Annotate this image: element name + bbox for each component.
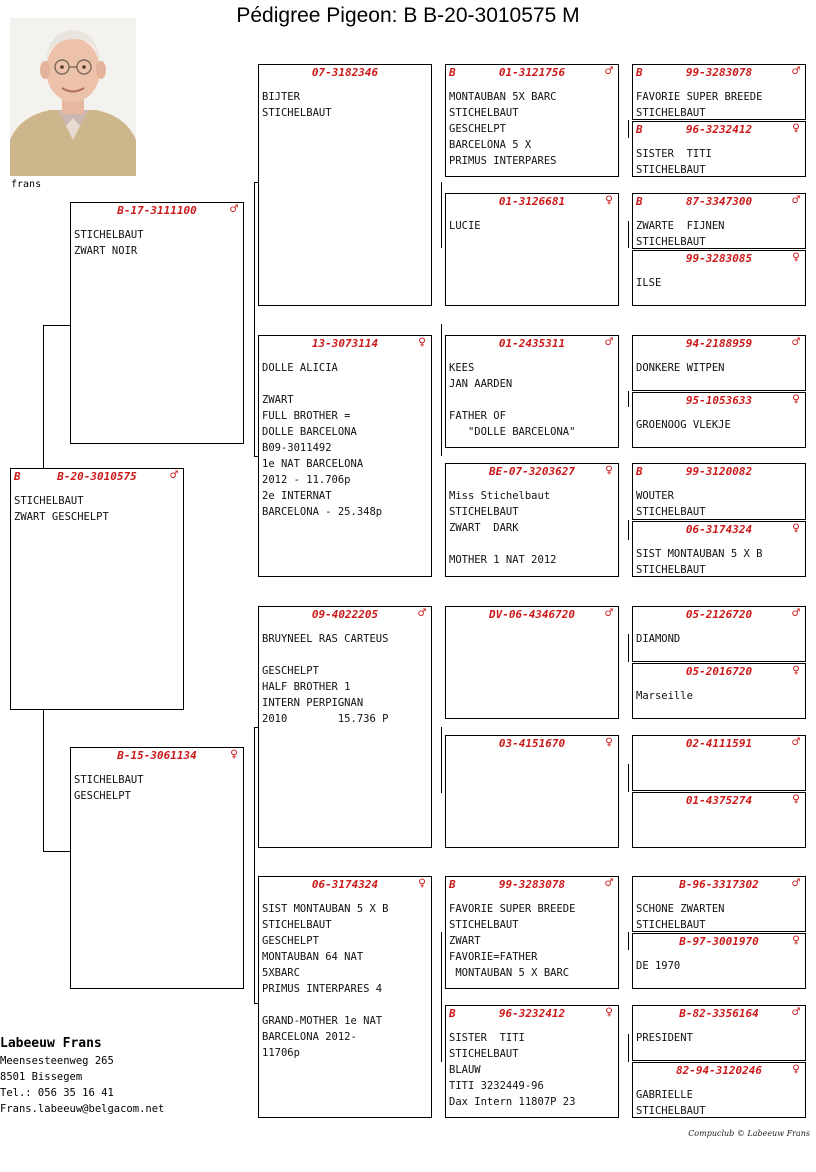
card-header <box>633 794 805 808</box>
sex-icon: ♂ <box>605 606 613 621</box>
sex-icon: ♂ <box>792 193 800 208</box>
ring-number: 99-3283078 <box>685 66 753 79</box>
pigeon-description: STICHELBAUT GESCHELPT <box>74 774 144 802</box>
sex-icon: ♂ <box>605 64 613 79</box>
connector-line <box>43 710 44 851</box>
sex-icon: ♂ <box>792 735 800 750</box>
pigeon-card-ssd[interactable] <box>445 193 619 306</box>
card-header <box>446 1007 618 1021</box>
country-code: B <box>636 123 643 136</box>
sex-icon: ♂ <box>170 468 178 483</box>
ring-number: 96-3232412 <box>498 1007 566 1020</box>
sex-icon: ♀ <box>605 193 613 208</box>
ring-number: BE-07-3203627 <box>488 465 576 478</box>
ring-number: B-20-3010575 <box>57 470 137 483</box>
ring-number: 06-3174324 <box>685 523 753 536</box>
pigeon-card-subject[interactable] <box>10 468 184 710</box>
pigeon-card-gen5[interactable] <box>632 121 806 177</box>
card-header <box>259 337 431 351</box>
sex-icon: ♂ <box>792 1005 800 1020</box>
pigeon-description: FAVORIE SUPER BREEDE STICHELBAUT ZWART FAVORIE=FATHER MONTAUBAN 5 X BARC <box>449 903 576 979</box>
sex-icon: ♀ <box>792 1062 800 1077</box>
ring-number: B-82-3356164 <box>679 1007 759 1020</box>
pigeon-description: LUCIE <box>449 220 481 232</box>
pigeon-description: PRESIDENT <box>636 1032 693 1044</box>
card-header <box>446 608 618 622</box>
ring-number: DV-06-4346720 <box>488 608 576 621</box>
sex-icon: ♂ <box>792 876 800 891</box>
ring-number: B-96-3317302 <box>679 878 759 891</box>
connector-line <box>441 932 442 1062</box>
ring-number: B-17-3111100 <box>117 204 197 217</box>
card-header <box>633 337 805 351</box>
sex-icon: ♀ <box>792 933 800 948</box>
sex-icon: ♂ <box>792 64 800 79</box>
pigeon-description: Miss Stichelbaut STICHELBAUT ZWART DARK MOTHER 1 NAT 2012 <box>449 490 557 566</box>
country-code: B <box>636 465 643 478</box>
pigeon-description: DOLLE ALICIA ZWART FULL BROTHER = DOLLE BARCELONA B09-3011492 1e NAT BARCELONA 2012 - 11.706p 2e INTERNAT BARCELONA - 25.348p <box>262 362 383 518</box>
pigeon-card-gen5[interactable] <box>632 735 806 791</box>
ring-number: 96-3232412 <box>685 123 753 136</box>
ring-number: 87-3347300 <box>685 195 753 208</box>
pigeon-card-gen5[interactable] <box>632 663 806 719</box>
ring-number: 05-2016720 <box>685 665 753 678</box>
pigeon-card-dds[interactable] <box>445 876 619 989</box>
pigeon-description: FAVORIE SUPER BREEDE STICHELBAUT <box>636 91 763 119</box>
card-header <box>259 66 431 80</box>
connector-line <box>628 391 629 407</box>
sex-icon: ♀ <box>230 747 238 762</box>
connector-line <box>628 764 629 792</box>
pigeon-card-gen5[interactable] <box>632 392 806 448</box>
pigeon-description: STICHELBAUT ZWART GESCHELPT <box>14 495 109 523</box>
card-header <box>633 665 805 679</box>
pigeon-card-gen5[interactable] <box>632 521 806 577</box>
connector-line <box>254 727 255 1004</box>
pigeon-description: KEES JAN AARDEN FATHER OF "DOLLE BARCELONA" <box>449 362 576 438</box>
pigeon-description: SISTER TITI STICHELBAUT <box>636 148 712 176</box>
pigeon-card-sire-sire[interactable] <box>258 64 432 306</box>
pigeon-card-gen5[interactable] <box>632 792 806 848</box>
card-header <box>633 465 805 479</box>
sex-icon: ♀ <box>792 392 800 407</box>
pigeon-card-gen5[interactable] <box>632 250 806 306</box>
card-header <box>446 465 618 479</box>
country-code: B <box>449 66 456 79</box>
card-header <box>633 878 805 892</box>
breeder-phone: Tel.: 056 35 16 41 <box>0 1087 114 1099</box>
sex-icon: ♀ <box>418 876 426 891</box>
pigeon-card-dam-sire[interactable] <box>258 606 432 848</box>
pigeon-description: DONKERE WITPEN <box>636 362 725 374</box>
pigeon-card-gen5[interactable] <box>632 463 806 520</box>
pigeon-description: STICHELBAUT ZWART NOIR <box>74 229 144 257</box>
sex-icon: ♀ <box>792 121 800 136</box>
connector-line <box>441 182 442 248</box>
portrait-image <box>10 18 136 176</box>
pigeon-card-gen5[interactable] <box>632 193 806 249</box>
pigeon-card-gen5[interactable] <box>632 1005 806 1061</box>
connector-line <box>628 120 629 138</box>
breeder-city: 8501 Bissegem <box>0 1071 83 1083</box>
sex-icon: ♀ <box>792 792 800 807</box>
card-header <box>259 878 431 892</box>
card-header <box>11 470 183 484</box>
sex-icon: ♀ <box>418 335 426 350</box>
pigeon-description: MONTAUBAN 5X BARC STICHELBAUT GESCHELPT BARCELONA 5 X PRIMUS INTERPARES <box>449 91 557 167</box>
connector-line <box>441 324 442 456</box>
ring-number: 09-4022205 <box>311 608 379 621</box>
pigeon-description: DE 1970 <box>636 960 681 972</box>
connector-line <box>628 932 629 950</box>
country-code: B <box>449 1007 456 1020</box>
ring-number: 82-94-3120246 <box>675 1064 763 1077</box>
pigeon-description: SCHONE ZWARTEN STICHELBAUT <box>636 903 725 931</box>
card-header <box>633 935 805 949</box>
card-header <box>71 749 243 763</box>
connector-line <box>254 182 255 457</box>
card-header <box>259 608 431 622</box>
ring-number: 95-1053633 <box>685 394 753 407</box>
sex-icon: ♀ <box>605 735 613 750</box>
pigeon-description: BRUYNEEL RAS CARTEUS GESCHELPT HALF BROTHER 1 INTERN PERPIGNAN 2010 15.736 P <box>262 633 389 725</box>
pigeon-card-sire-dam[interactable] <box>258 335 432 577</box>
breeder-contact <box>0 1035 164 1117</box>
pigeon-card-gen5[interactable] <box>632 64 806 120</box>
breeder-email[interactable]: Frans.labeeuw@belgacom.net <box>0 1103 165 1115</box>
ring-number: 06-3174324 <box>311 878 379 891</box>
pigeon-description: GROENOOG VLEKJE <box>636 419 731 431</box>
page-title: Pédigree Pigeon: B B-20-3010575 M <box>236 4 580 27</box>
card-header <box>633 195 805 209</box>
card-header <box>633 394 805 408</box>
pigeon-card-sss[interactable] <box>445 64 619 177</box>
pigeon-description: DIAMOND <box>636 633 681 645</box>
pigeon-description: SIST MONTAUBAN 5 X B STICHELBAUT <box>636 548 763 576</box>
card-header <box>446 737 618 751</box>
pigeon-card-gen5[interactable] <box>632 1062 806 1118</box>
sex-icon: ♀ <box>792 250 800 265</box>
pigeon-description: ILSE <box>636 277 662 289</box>
sex-icon: ♂ <box>605 876 613 891</box>
pigeon-card-gen5[interactable] <box>632 933 806 989</box>
ring-number: B-15-3061134 <box>117 749 197 762</box>
pigeon-card-sdd[interactable] <box>445 463 619 577</box>
card-header <box>633 1064 805 1078</box>
card-header <box>446 66 618 80</box>
card-header <box>633 123 805 137</box>
ring-number: 13-3073114 <box>311 337 379 350</box>
card-header <box>633 252 805 266</box>
pigeon-description: SIST MONTAUBAN 5 X B STICHELBAUT GESCHELPT MONTAUBAN 64 NAT 5XBARC PRIMUS INTERPARES 4 GRAND-MOTHER 1e NAT BARCELONA 2012- 11706p <box>262 903 389 1059</box>
pigeon-description: BIJTER STICHELBAUT <box>262 91 332 119</box>
ring-number: 03-4151670 <box>498 737 566 750</box>
ring-number: 07-3182346 <box>311 66 379 79</box>
sex-icon: ♂ <box>418 606 426 621</box>
pigeon-card-gen5[interactable] <box>632 335 806 391</box>
ring-number: 02-4111591 <box>685 737 753 750</box>
photo-caption: frans <box>11 179 42 190</box>
pigeon-description: Marseille <box>636 690 693 702</box>
pigeon-card-dsd[interactable] <box>445 735 619 848</box>
country-code: B <box>636 66 643 79</box>
breeder-address: Meensesteenweg 265 <box>0 1055 114 1067</box>
pigeon-card-dam[interactable] <box>70 747 244 989</box>
sex-icon: ♂ <box>792 335 800 350</box>
pigeon-description: SISTER TITI STICHELBAUT BLAUW TITI 3232449-96 Dax Intern 11807P 23 <box>449 1032 576 1108</box>
ring-number: 99-3283078 <box>498 878 566 891</box>
card-header <box>446 337 618 351</box>
connector-line <box>43 325 44 468</box>
pigeon-card-ddd[interactable] <box>445 1005 619 1118</box>
pigeon-card-sds[interactable] <box>445 335 619 448</box>
ring-number: 99-3283085 <box>685 252 753 265</box>
connector-line <box>43 851 70 852</box>
connector-line <box>628 634 629 662</box>
card-header <box>633 737 805 751</box>
card-header <box>633 66 805 80</box>
sex-icon: ♀ <box>792 521 800 536</box>
ring-number: 99-3120082 <box>685 465 753 478</box>
card-header <box>633 608 805 622</box>
sex-icon: ♀ <box>792 663 800 678</box>
card-header <box>633 523 805 537</box>
pigeon-card-sire[interactable] <box>70 202 244 444</box>
country-code: B <box>636 195 643 208</box>
pigeon-card-gen5[interactable] <box>632 876 806 932</box>
breeder-photo <box>10 18 136 176</box>
pigeon-card-dss[interactable] <box>445 606 619 719</box>
ring-number: 01-3121756 <box>498 66 566 79</box>
connector-line <box>628 221 629 248</box>
connector-line <box>43 325 70 326</box>
connector-line <box>628 520 629 540</box>
pigeon-description: WOUTER STICHELBAUT <box>636 490 706 518</box>
country-code: B <box>14 470 21 483</box>
connector-line <box>441 727 442 793</box>
ring-number: 01-2435311 <box>498 337 566 350</box>
sex-icon: ♀ <box>605 1005 613 1020</box>
ring-number: 01-4375274 <box>685 794 753 807</box>
ring-number: 94-2188959 <box>685 337 753 350</box>
sex-icon: ♂ <box>792 606 800 621</box>
pigeon-card-dam-dam[interactable] <box>258 876 432 1118</box>
pigeon-card-gen5[interactable] <box>632 606 806 662</box>
sex-icon: ♂ <box>605 335 613 350</box>
breeder-name: Labeeuw Frans <box>0 1036 102 1051</box>
sex-icon: ♀ <box>605 463 613 478</box>
card-header <box>633 1007 805 1021</box>
sex-icon: ♂ <box>230 202 238 217</box>
pigeon-description: GABRIELLE STICHELBAUT <box>636 1089 706 1117</box>
pigeon-description: ZWARTE FIJNEN STICHELBAUT <box>636 220 725 248</box>
ring-number: 05-2126720 <box>685 608 753 621</box>
country-code: B <box>449 878 456 891</box>
card-header <box>446 878 618 892</box>
footer-credit: Compuclub © Labeeuw Frans <box>688 1129 810 1138</box>
card-header <box>446 195 618 209</box>
ring-number: B-97-3001970 <box>679 935 759 948</box>
card-header <box>71 204 243 218</box>
ring-number: 01-3126681 <box>498 195 566 208</box>
connector-line <box>628 1034 629 1062</box>
